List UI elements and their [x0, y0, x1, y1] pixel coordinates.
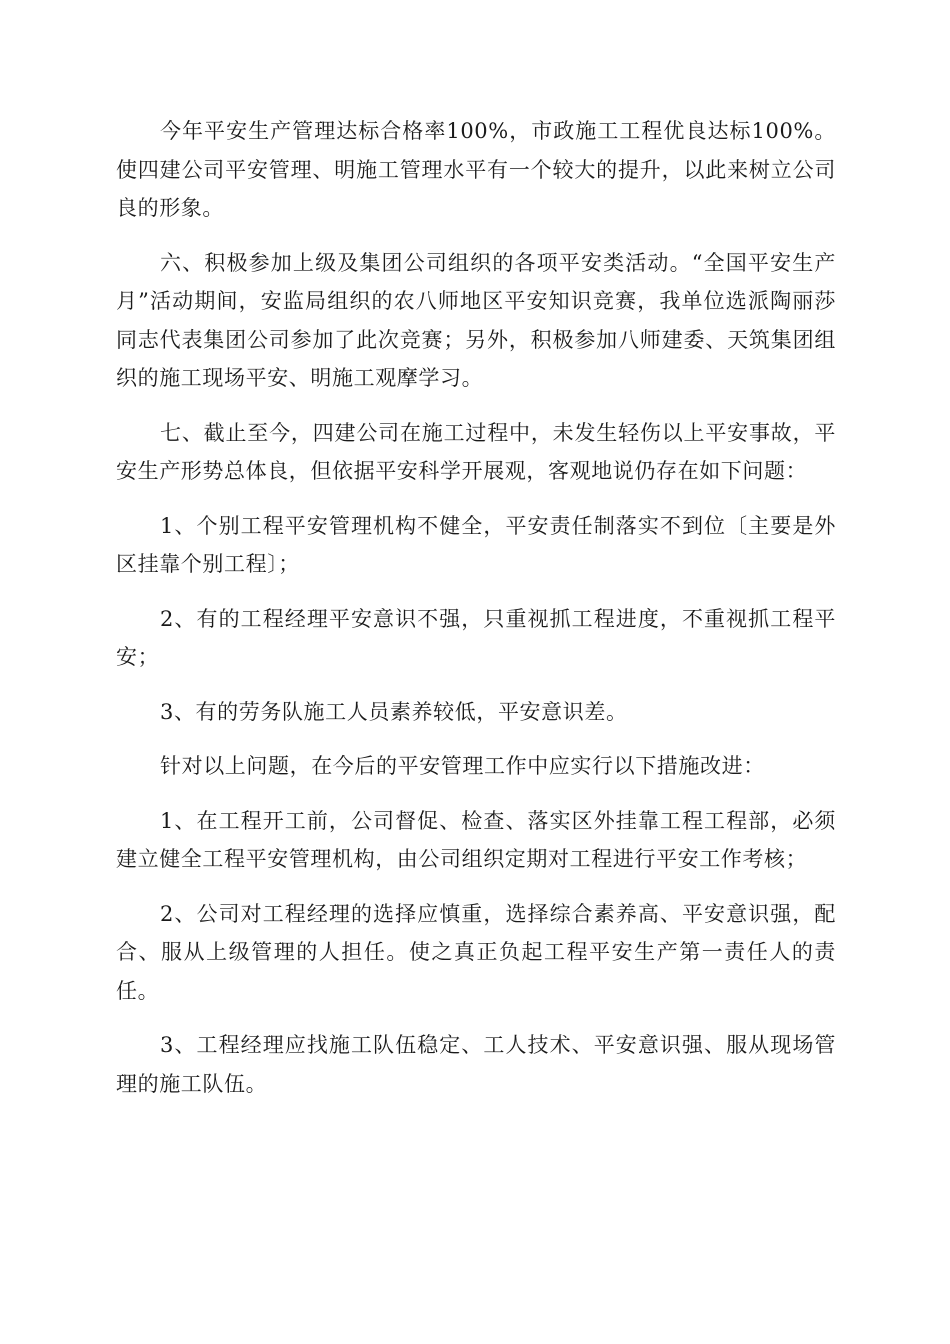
- paragraph-2: 六、积极参加上级及集团公司组织的各项平安类活动。“全国平安生产月”活动期间，安监局组织的农八师地区平安知识竞赛，我单位选派陶丽莎同志代表集团公司参加了此次竞赛；另外，积极参加八师建委、天筑集团组织的施工现场平安、明施工观摩学习。: [116, 250, 836, 390]
- paragraph-1: 今年平安生产管理达标合格率100%，市政施工工程优良达标100%。使四建公司平安管理、明施工管理水平有一个较大的提升，以此来树立公司良的形象。: [116, 119, 836, 220]
- paragraph-7: 针对以上问题，在今后的平安管理工作中应实行以下措施改进：: [160, 754, 765, 778]
- document-body: [116, 112, 836, 1119]
- paragraph-10: 3、工程经理应找施工队伍稳定、工人技术、平安意识强、服从现场管理的施工队伍。: [116, 1033, 836, 1096]
- paragraph-5: 2、有的工程经理平安意识不强，只重视抓工程进度，不重视抓工程平安；: [116, 606, 836, 669]
- paragraph-9: 2、公司对工程经理的选择应慎重，选择综合素养高、平安意识强，配合、服从上级管理的人担任。使之真正负起工程平安生产第一责任人的责任。: [116, 901, 836, 1003]
- paragraph-4: 1、个别工程平安管理机构不健全，平安责任制落实不到位〔主要是外区挂靠个别工程〕；: [116, 513, 836, 576]
- paragraph-3: 七、截止至今，四建公司在施工过程中，未发生轻伤以上平安事故，平安生产形势总体良，但依据平安科学开展观，客观地说仍存在如下问题：: [116, 420, 836, 483]
- paragraph-8: 1、在工程开工前，公司督促、检查、落实区外挂靠工程工程部，必须建立健全工程平安管理机构，由公司组织定期对工程进行平安工作考核；: [116, 808, 836, 871]
- paragraph-6: 3、有的劳务队施工人员素养较低，平安意识差。: [160, 699, 628, 724]
